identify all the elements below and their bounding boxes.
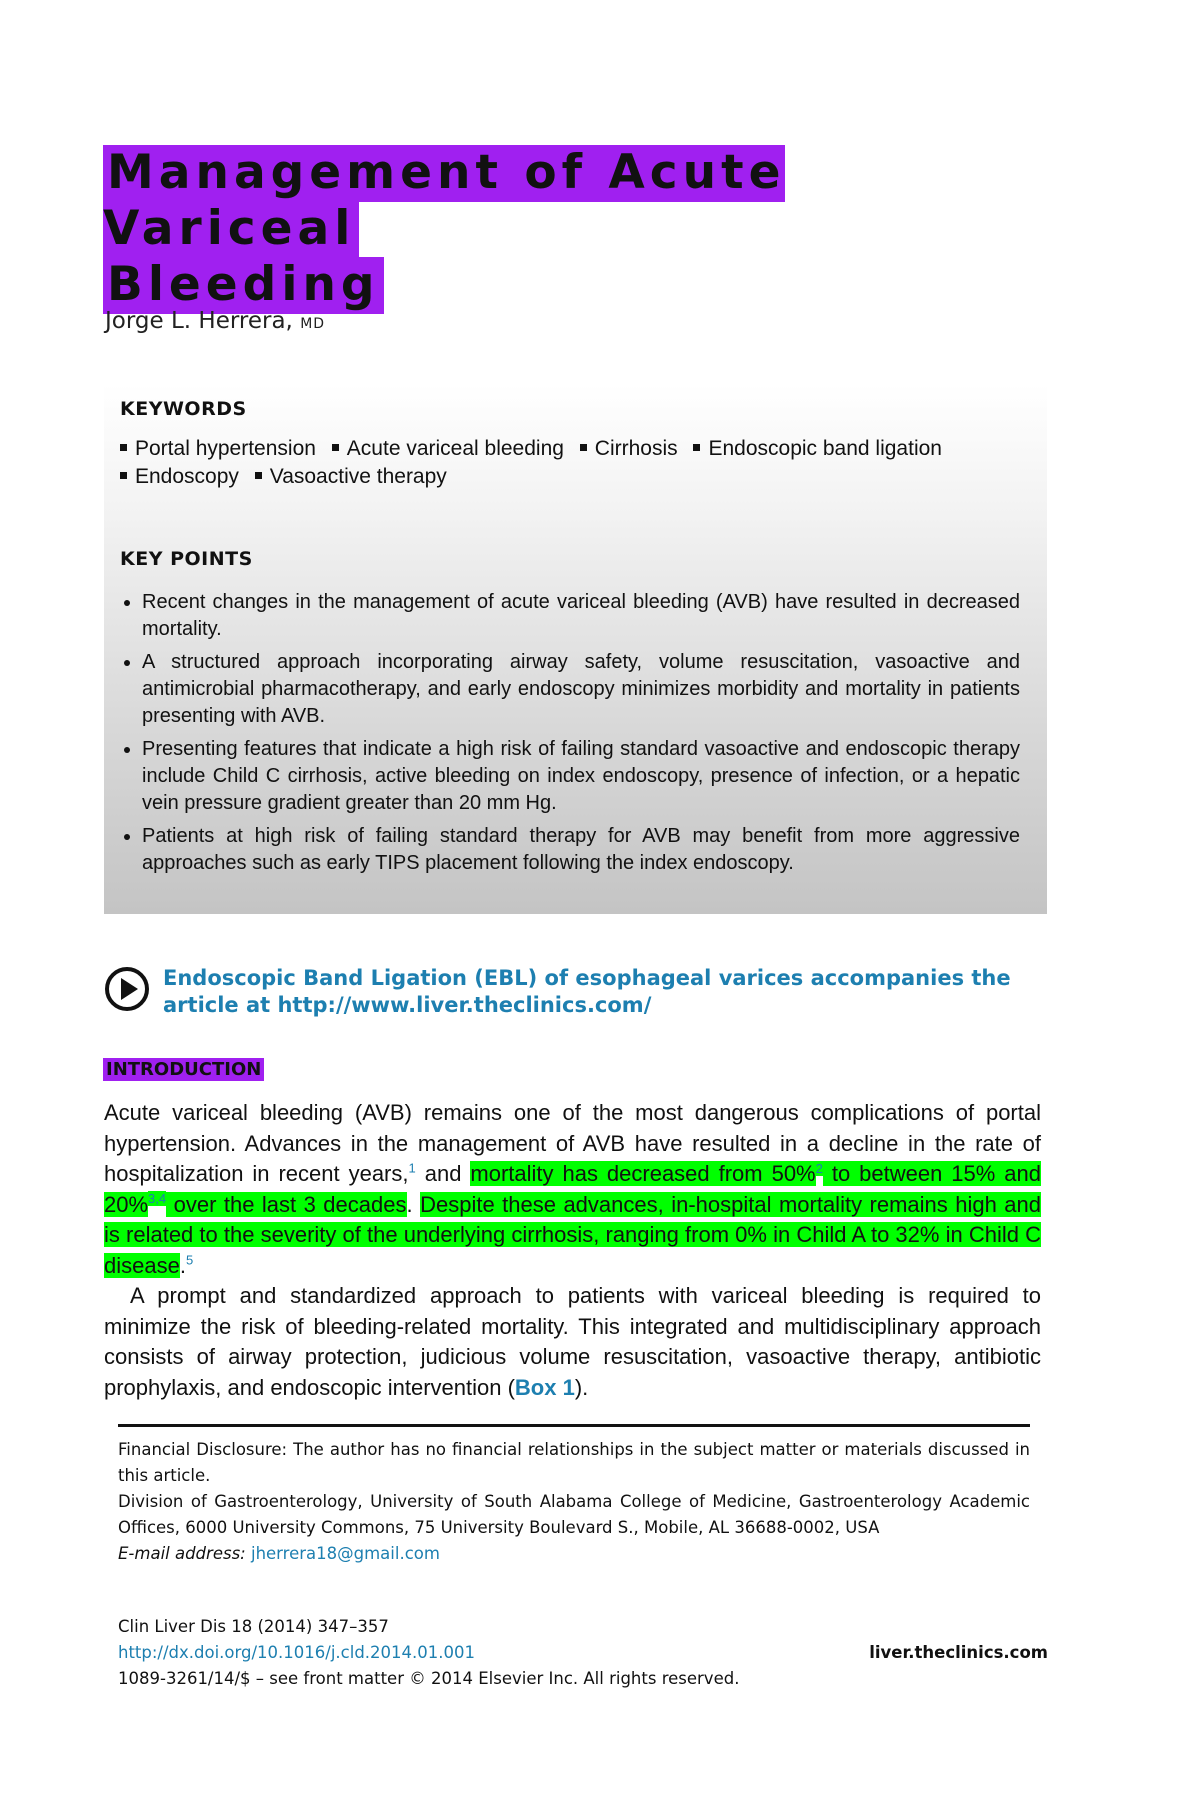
keyword-item: Vasoactive therapy [255,465,447,488]
citation-block [118,1614,1048,1692]
doi-link[interactable]: http://dx.doi.org/10.1016/j.cld.2014.01.001 [118,1643,476,1662]
introduction-heading: INTRODUCTION [103,1058,264,1081]
copyright: 1089-3261/14/$ – see front matter © 2014 Elsevier Inc. All rights reserved. [118,1669,740,1688]
keyword-item: Acute variceal bleeding [332,437,564,460]
reference-link[interactable]: 3,4 [148,1191,167,1207]
email-line: E-mail address: jherrera18@gmail.com [118,1544,440,1563]
footnote-divider [118,1424,1030,1427]
reference-link[interactable]: 2 [815,1160,823,1176]
video-link-text[interactable]: Endoscopic Band Ligation (EBL) of esophageal varices accompanies the article at http://www.liver.theclinics.com/ [163,966,1011,1017]
keywords-heading: KEYWORDS [120,398,247,420]
introduction-body [104,1098,1041,1403]
highlighted-text: over the last 3 decades [166,1191,407,1217]
journal-citation: Clin Liver Dis 18 (2014) 347–357 [118,1617,389,1636]
paragraph: A prompt and standardized approach to patients with variceal bleeding is required to minimize the risk of bleeding-related mortality. This integrated and multidisciplinary approach consists of airway protection, judicious volume resuscitation, vasoactive therapy, antibiotic prophylaxis, and endoscopic intervention (Box 1). [104,1283,1041,1400]
financial-disclosure: Financial Disclosure: The author has no financial relationships in the subject matter or materials discussed in this article. [118,1440,1030,1485]
bullet-icon [124,747,130,753]
keyword-item: Endoscopic band ligation [693,437,942,460]
site-link[interactable]: liver.theclinics.com [869,1643,1048,1662]
highlighted-text: Despite these advances, in-hospital mortality remains high and is related to the severity of the underlying cirrhosis, ranging from 0% in Child A to 32% in Child C disease [104,1191,1042,1278]
key-points-list [120,589,1020,883]
bullet-icon [124,660,130,666]
key-points-heading: KEY POINTS [120,548,253,570]
keyword-item: Cirrhosis [580,437,678,460]
key-point-item: Presenting features that indicate a high risk of failing standard vasoactive and endoscopic therapy include Child C cirrhosis, active bleeding on index endoscopy, presence of infection, or a hepatic vein pressure gradient greater than 20 mm Hg. [120,736,1020,817]
author-degree: MD [300,316,326,332]
title-line-2: Bleeding [103,257,384,314]
highlighted-text: mortality has decreased from 50% [470,1161,816,1186]
paragraph: Acute variceal bleeding (AVB) remains one of the most dangerous complications of portal hypertension. Advances in the management of AVB have resulted in a decline in the rate of hospitalization in recent years,$^1$ and mortality has decreased from 50%$^2$ to between 15% and 20%$^{3,4}$ over the last 3 decades. Despite these advances, in-hospital mortality remains high and is related to the severity of the underlying cirrhosis, ranging from 0% in Child A to 32% in Child C disease.$^5$ [104,1100,1042,1278]
keywords-keypoints-box [104,384,1047,914]
title-line-1: Management of Acute Variceal [103,145,786,256]
keyword-item: Portal hypertension [120,437,316,460]
author-line [105,308,325,334]
email-link[interactable]: jherrera18@gmail.com [250,1544,440,1563]
highlighted-text: to between 15% and 20% [104,1161,1041,1217]
key-point-item: Patients at high risk of failing standard therapy for AVB may benefit from more aggressive approaches such as early TIPS placement following the index endoscopy. [120,823,1020,877]
footnote [118,1437,1030,1567]
bullet-icon [124,600,130,606]
reference-link[interactable]: 5 [185,1252,194,1268]
play-icon[interactable] [103,965,151,1013]
box-link[interactable]: Box 1 [514,1374,575,1400]
affiliation: Division of Gastroenterology, University of South Alabama College of Medicine, Gastroenterology Academic Offices, 6000 University Commons, 75 University Boulevard S., Mobile, AL 36688-0002, USA [118,1492,1030,1537]
key-point-item: Recent changes in the management of acute variceal bleeding (AVB) have resulted in decreased mortality. [120,589,1020,643]
article-title [103,145,1003,313]
key-point-item: A structured approach incorporating airway safety, volume resuscitation, vasoactive and antimicrobial pharmacotherapy, and early endoscopy minimizes morbidity and mortality in patients presenting with AVB. [120,649,1020,730]
reference-link[interactable]: 1 [408,1160,416,1176]
bullet-icon [124,834,130,840]
keyword-item: Endoscopy [120,465,239,488]
keywords-line-2 [120,465,447,489]
author-name: Jorge L. Herrera, [105,308,293,334]
keywords-line-1 [120,437,942,461]
